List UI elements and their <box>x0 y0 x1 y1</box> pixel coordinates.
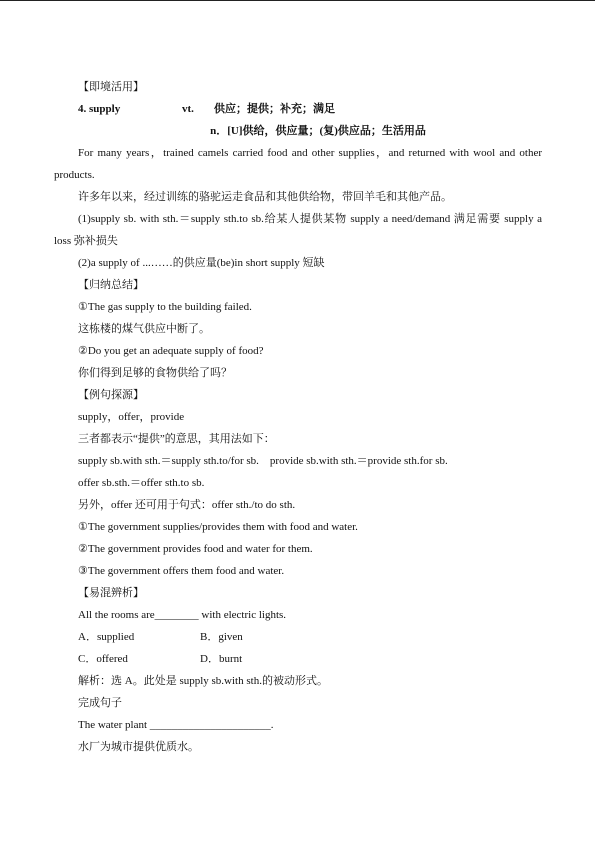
summary-example-1-en: ①The gas supply to the building failed. <box>78 301 252 313</box>
compare-pattern-1: supply sb.with sth.＝supply sth.to/for sb. provide sb.with sth.＝provide sth.for sb. <box>78 455 448 467</box>
entry-headword-line <box>54 98 542 120</box>
complete-sentence-zh: 水厂为城市提供优质水。 <box>78 741 199 753</box>
complete-sentence-prompt: The water plant ______________________. <box>78 719 274 731</box>
exercise-options-row-1 <box>54 626 542 648</box>
section-heading-apply: 【即境活用】 <box>78 81 144 93</box>
example-sentence-en: For many years，trained camels carried food and other supplies，and returned with wool and other products. <box>54 147 542 181</box>
usage-note-2: (2)a supply of ...……的供应量(be)in short supply 短缺 <box>78 257 325 269</box>
compare-pattern-3: 另外，offer 还可用于句式：offer sth./to do sth. <box>78 499 296 511</box>
document-body <box>54 76 542 758</box>
section-heading-examples: 【例句探源】 <box>78 389 144 401</box>
entry-word: 4. supply <box>78 103 121 115</box>
compare-example-2: ②The government provides food and water for them. <box>78 543 313 555</box>
header-rule <box>0 0 595 1</box>
option-d: D．burnt <box>200 653 243 665</box>
exercise-question: All the rooms are________ with electric lights. <box>78 609 287 621</box>
summary-example-2-en: ②Do you get an adequate supply of food? <box>78 345 264 357</box>
option-c: C．offered <box>78 653 128 665</box>
compare-pattern-2: offer sb.sth.＝offer sth.to sb. <box>78 477 205 489</box>
entry-vt-meaning: 供应；提供；补充；满足 <box>214 103 335 115</box>
exercise-answer: 解析：选 A。此处是 supply sb.with sth.的被动形式。 <box>78 675 328 687</box>
example-sentence-zh: 许多年以来，经过训练的骆驼运走食品和其他供给物，带回羊毛和其他产品。 <box>78 191 452 203</box>
summary-example-1-zh: 这栋楼的煤气供应中断了。 <box>78 323 210 335</box>
compare-words: supply，offer，provide <box>78 411 185 423</box>
option-b: B．given <box>200 631 243 643</box>
section-heading-distinguish: 【易混辨析】 <box>78 587 144 599</box>
compare-example-1: ①The government supplies/provides them with food and water. <box>78 521 358 533</box>
compare-example-3: ③The government offers them food and water. <box>78 565 285 577</box>
option-a: A．supplied <box>78 631 135 643</box>
complete-sentence-heading: 完成句子 <box>78 697 122 709</box>
summary-example-2-zh: 你们得到足够的食物供给了吗？ <box>78 367 232 379</box>
section-heading-summary: 【归纳总结】 <box>78 279 144 291</box>
entry-pos-vt: vt. <box>182 103 194 115</box>
entry-noun-meaning: n．[U]供给，供应量；(复)供应品；生活用品 <box>210 125 426 137</box>
exercise-options-row-2 <box>54 648 542 670</box>
compare-intro: 三者都表示“提供”的意思，其用法如下： <box>78 433 275 445</box>
usage-note-1: (1)supply sb. with sth.＝supply sth.to sb.给某人提供某物 supply a need/demand 满足需要 supply a loss 弥补损失 <box>54 213 542 247</box>
